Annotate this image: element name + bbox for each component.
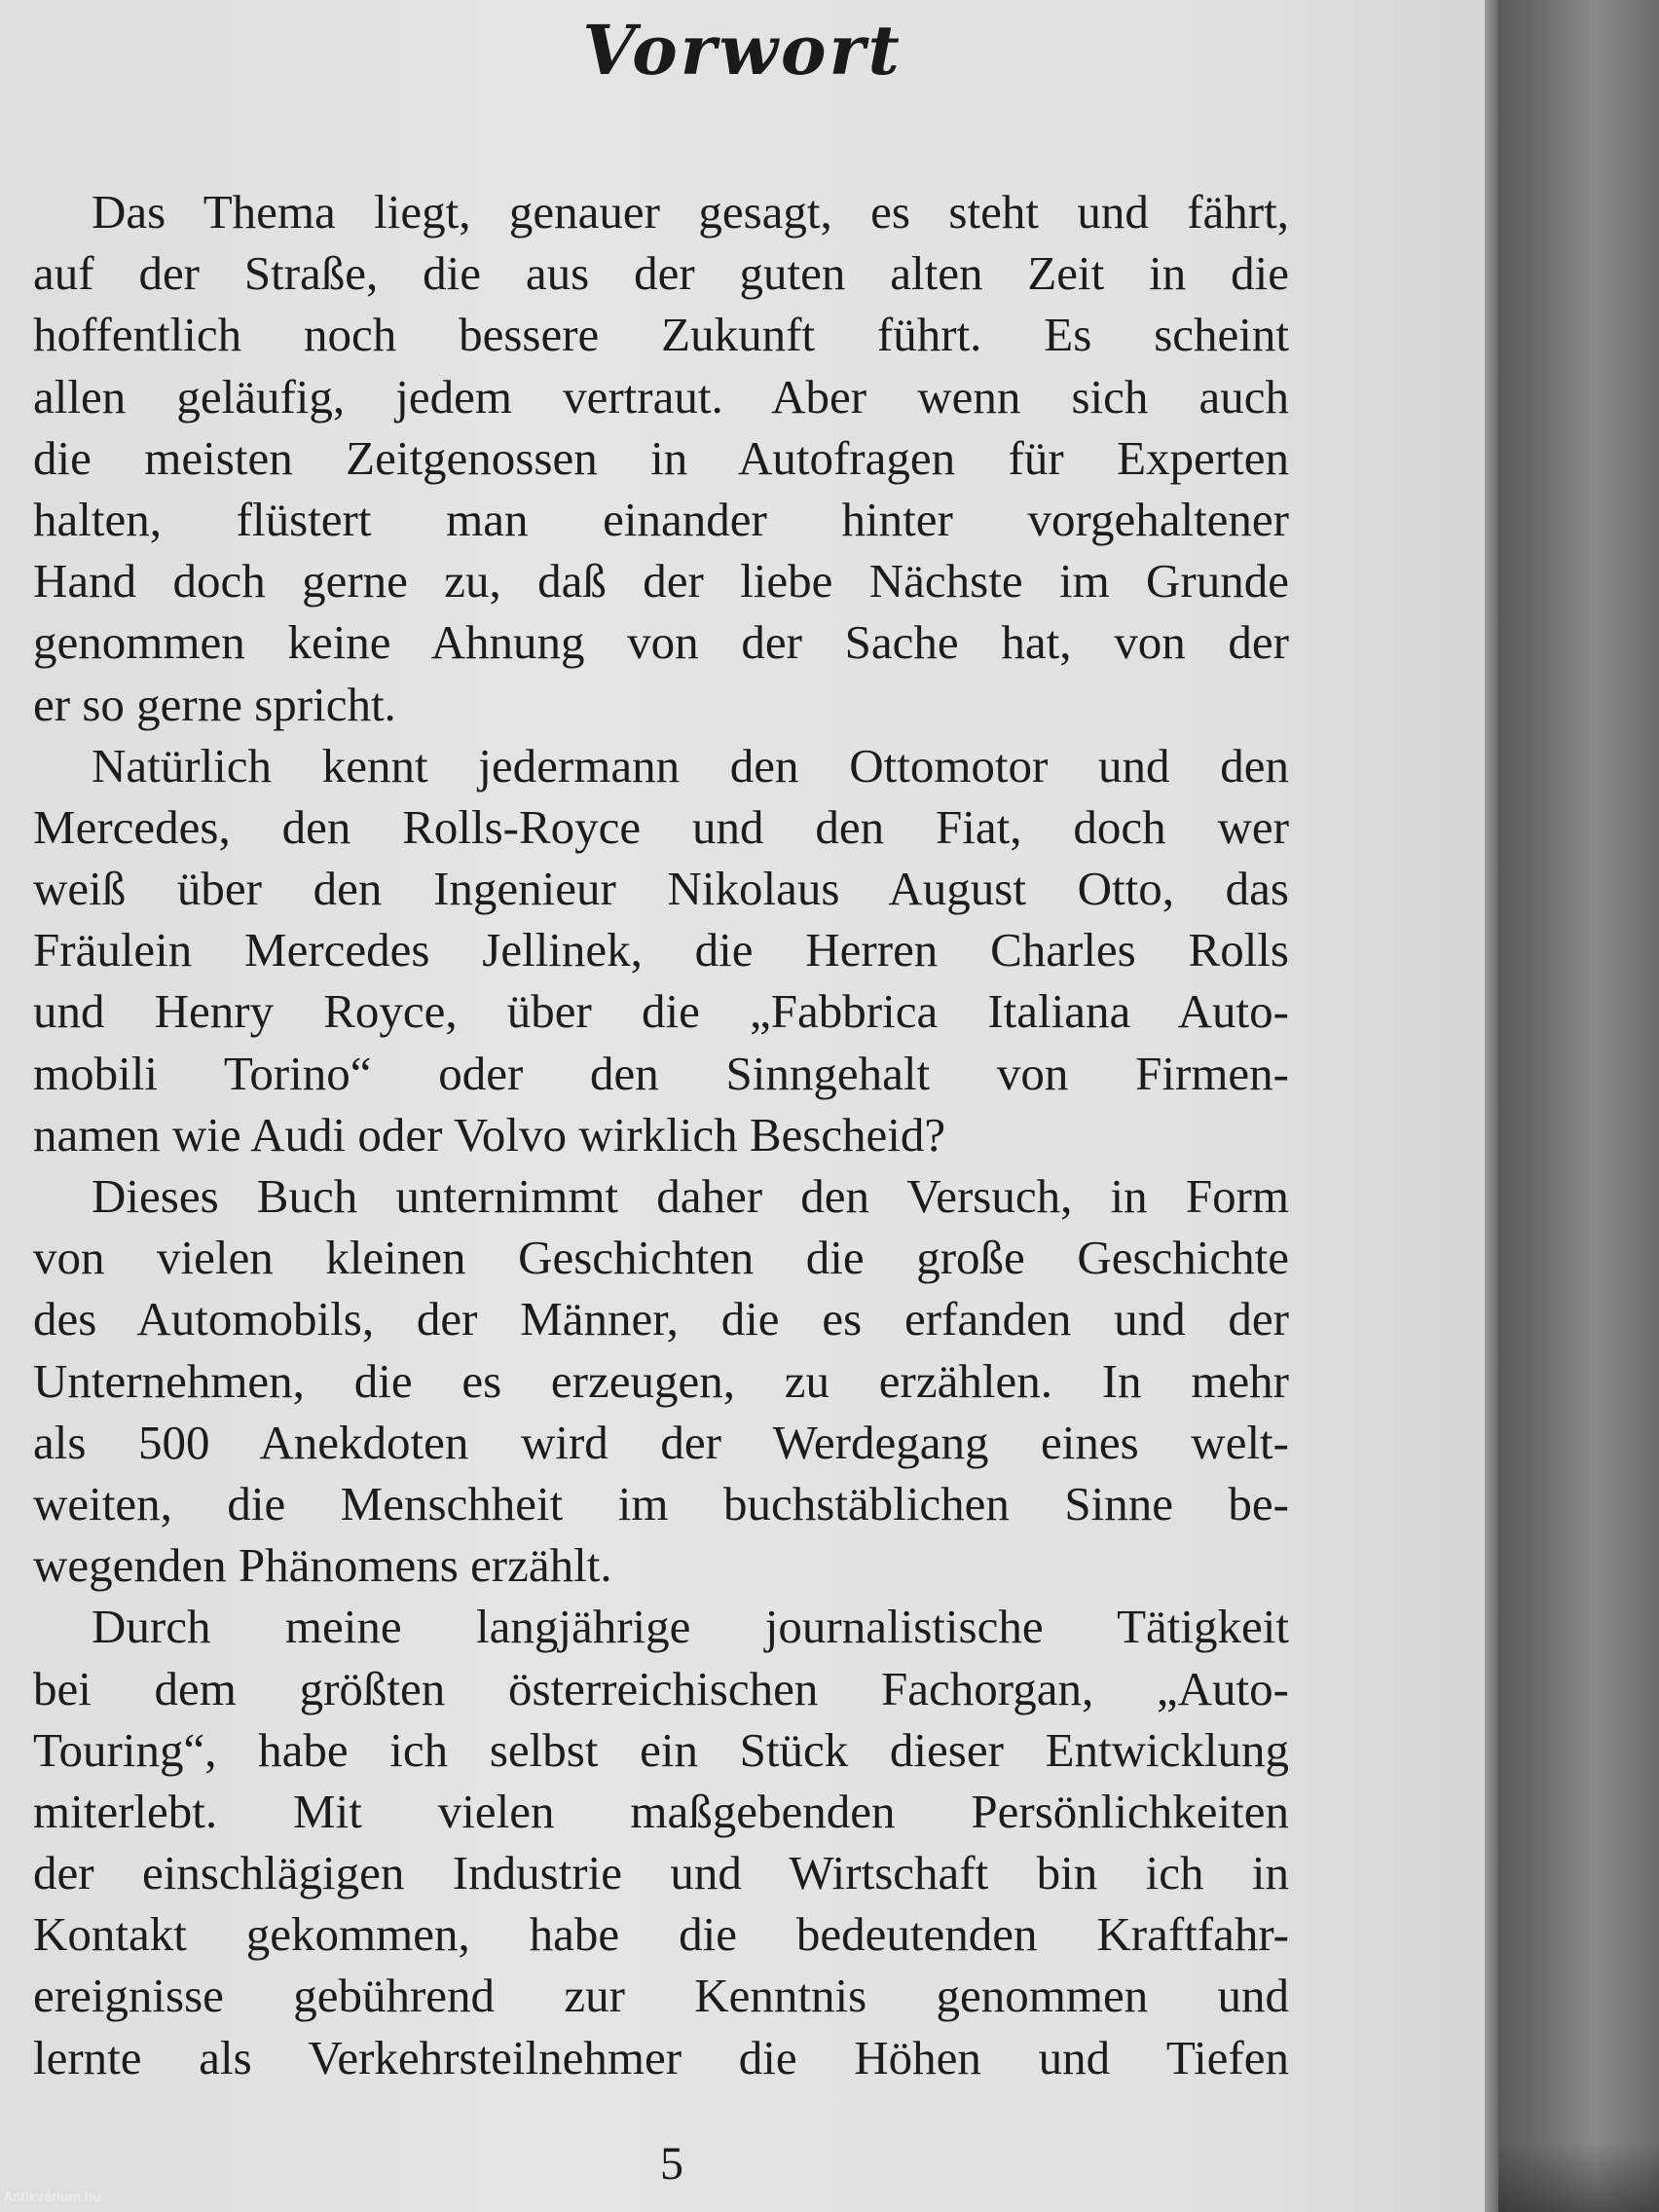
text-line: Das Thema liegt, genauer gesagt, es steht und fährt, xyxy=(92,185,1289,239)
text-line: Natürlich kennt jedermann den Ottomotor und den xyxy=(92,738,1289,793)
text-line: genommen keine Ahnung von der Sache hat, von der xyxy=(33,615,1289,670)
page-title: Vorwort xyxy=(582,10,903,91)
text-line: Kontakt gekommen, habe die bedeutenden Kraftfahr- xyxy=(33,1907,1289,1962)
text-line: Fräulein Mercedes Jellinek, die Herren Charles Rolls xyxy=(33,923,1289,977)
text-line: Mercedes, den Rolls-Royce und den Fiat, doch wer xyxy=(33,799,1289,854)
text-line: Dieses Buch unternimmt daher den Versuch, in Form xyxy=(92,1169,1289,1223)
text-line: weiten, die Menschheit im buchstäblichen Sinne be- xyxy=(33,1476,1289,1530)
text-line: von vielen kleinen Geschichten die große Geschichte xyxy=(33,1231,1289,1285)
text-line: lernte als Verkehrsteilnehmer die Höhen und Tiefen xyxy=(33,2030,1289,2084)
text-line: weiß über den Ingenieur Nikolaus August Otto, das xyxy=(33,862,1289,916)
text-line: Touring“, habe ich selbst ein Stück dieser Entwicklung xyxy=(33,1722,1289,1777)
text-line: miterlebt. Mit vielen maßgebenden Persönlichkeiten xyxy=(33,1784,1289,1838)
text-line: als 500 Anekdoten wird der Werdegang eines welt- xyxy=(33,1415,1289,1469)
text-line: namen wie Audi oder Volvo wirklich Bescheid? xyxy=(33,1107,946,1161)
text-line: ereignisse gebührend zur Kenntnis genommen und xyxy=(33,1969,1289,2023)
body-text xyxy=(33,181,1289,2088)
text-line: der einschlägigen Industrie und Wirtschaft bin ich in xyxy=(33,1846,1289,1900)
page-edge xyxy=(1485,0,1498,2212)
text-line: die meisten Zeitgenossen in Autofragen für Experten xyxy=(33,430,1289,485)
text-line: Durch meine langjährige journalistische Tätigkeit xyxy=(92,1600,1289,1654)
book-binding xyxy=(1498,0,1659,2212)
page-number: 5 xyxy=(660,2138,683,2190)
text-line: halten, flüstert man einander hinter vorgehaltener xyxy=(33,492,1289,546)
text-line: mobili Torino“ oder den Sinngehalt von Firmen- xyxy=(33,1046,1289,1100)
text-line: allen geläufig, jedem vertraut. Aber wenn sich auch xyxy=(33,369,1289,424)
text-line: Hand doch gerne zu, daß der liebe Nächste im Grunde xyxy=(33,554,1289,608)
text-line: und Henry Royce, über die „Fabbrica Italiana Auto- xyxy=(33,984,1289,1039)
text-line: er so gerne spricht. xyxy=(33,677,396,731)
watermark: Antikvárium.hu xyxy=(4,2191,101,2205)
text-line: bei dem größten österreichischen Fachorgan, „Auto- xyxy=(33,1661,1289,1715)
text-line: hoffentlich noch bessere Zukunft führt. Es scheint xyxy=(33,308,1289,362)
text-line: Unternehmen, die es erzeugen, zu erzählen. In mehr xyxy=(33,1353,1289,1408)
text-line: wegenden Phänomens erzählt. xyxy=(33,1538,612,1593)
binding-shadow xyxy=(1498,2142,1659,2212)
text-line: des Automobils, der Männer, die es erfanden und der xyxy=(33,1292,1289,1346)
text-line: auf der Straße, die aus der guten alten Zeit in die xyxy=(33,246,1289,301)
